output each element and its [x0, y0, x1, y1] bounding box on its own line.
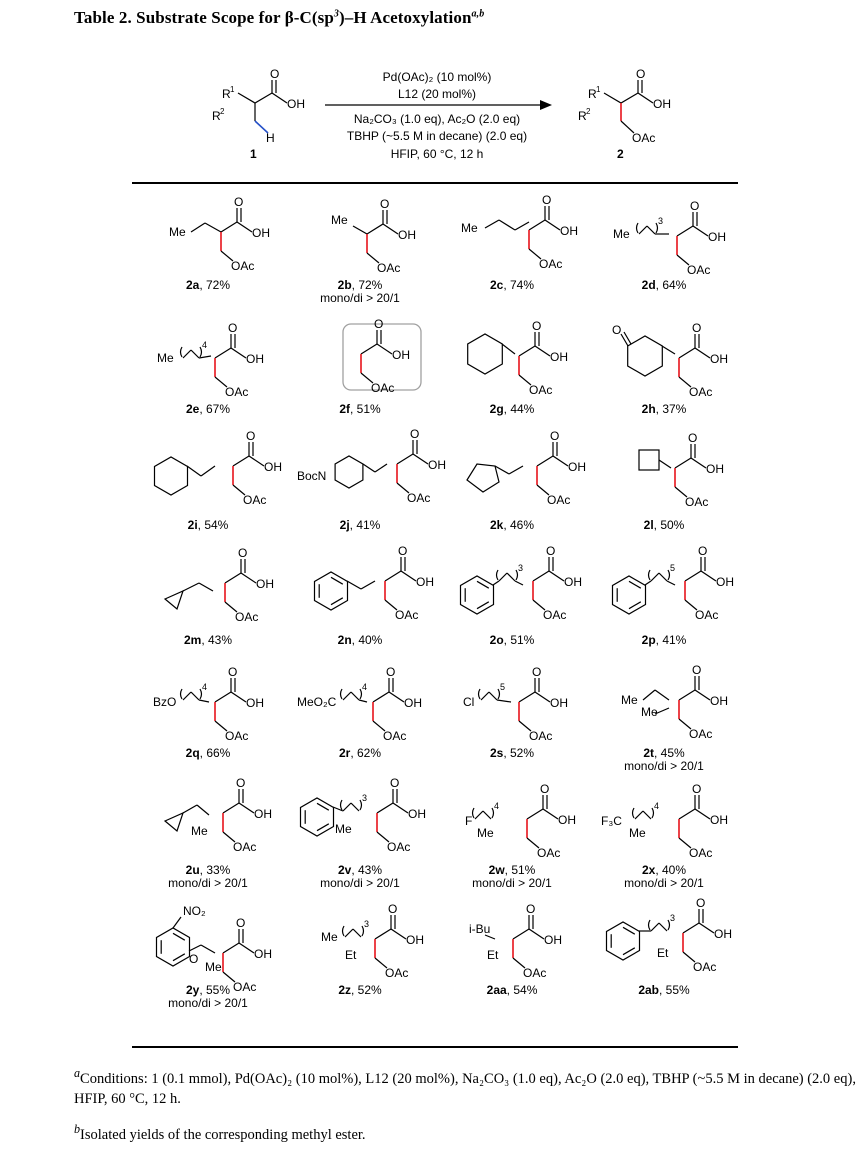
svg-text:Me: Me: [157, 351, 174, 365]
compound-2c: [436, 193, 588, 292]
compound-id: 2p: [641, 633, 656, 647]
svg-text:O: O: [234, 195, 244, 209]
compound-yield: , 51%: [503, 633, 535, 647]
compound-id: 2h: [641, 402, 656, 416]
svg-text:Me: Me: [331, 213, 348, 227]
compound-label: [436, 747, 588, 760]
svg-text:O: O: [410, 427, 420, 441]
arrow-head: [540, 100, 552, 110]
footnote-b-text: Isolated yields of the corresponding methyl ester.: [80, 1126, 366, 1143]
compound-id: 2e: [185, 402, 200, 416]
title-sup: 3: [333, 8, 340, 20]
svg-text:OH: OH: [246, 352, 264, 366]
svg-text:O: O: [246, 429, 256, 443]
compound-label: [588, 984, 740, 997]
svg-text:O: O: [688, 431, 698, 445]
compound-id: 2aa: [486, 983, 507, 997]
svg-text:O: O: [236, 776, 246, 790]
svg-text:O: O: [238, 546, 248, 560]
structure-2b: [295, 196, 425, 278]
structure-2r: [295, 664, 425, 746]
title-footnote-marks: a,b: [471, 8, 485, 20]
compound-label: [284, 747, 436, 760]
selectivity-note: mono/di > 20/1: [168, 996, 248, 1010]
svg-text:3: 3: [362, 793, 368, 803]
compound-label: [132, 519, 284, 532]
svg-text:O: O: [550, 429, 560, 443]
compound-2ab: [588, 896, 740, 997]
compound-2f: [284, 317, 436, 416]
compound-id: 2a: [185, 278, 200, 292]
svg-text:O: O: [546, 544, 556, 558]
svg-text:Me: Me: [621, 693, 638, 707]
compound-yield: , 72%: [199, 278, 231, 292]
svg-text:OH: OH: [706, 462, 724, 476]
compound-2v: [284, 776, 436, 890]
compound-2n: [284, 544, 436, 647]
compound-yield: , 51%: [504, 863, 536, 877]
product-oh: OH: [653, 97, 671, 111]
compound-label: [132, 279, 284, 292]
reactant-number: 1: [250, 147, 257, 161]
svg-text:BocN: BocN: [297, 469, 327, 483]
product-structure: [604, 80, 653, 133]
svg-text:4: 4: [494, 801, 500, 811]
svg-text:O: O: [398, 544, 408, 558]
svg-text:OAc: OAc: [233, 840, 257, 854]
reactant-r2-sup: 2: [220, 107, 225, 116]
svg-text:OH: OH: [560, 224, 578, 238]
product-number: 2: [617, 147, 624, 161]
compound-label: [132, 403, 284, 416]
product-r1: R: [588, 87, 597, 101]
compound-2y: [132, 901, 284, 1010]
structure-2s: [447, 664, 577, 746]
svg-text:OH: OH: [710, 694, 728, 708]
svg-text:OAc: OAc: [225, 729, 249, 743]
svg-text:3: 3: [518, 563, 524, 573]
compound-2q: [132, 664, 284, 760]
condition-solvent: HFIP, 60 °C, 12 h: [390, 147, 484, 161]
compound-label: [284, 984, 436, 997]
compound-2aa: [436, 901, 588, 997]
svg-text:OH: OH: [398, 228, 416, 242]
compound-yield: , 37%: [655, 402, 687, 416]
svg-text:O: O: [692, 321, 702, 335]
svg-text:OH: OH: [714, 927, 732, 941]
condition-catalyst: Pd(OAc)₂ (10 mol%): [382, 70, 492, 84]
compound-label: [132, 634, 284, 647]
product-carbonyl-o: O: [636, 67, 646, 81]
compound-label: [436, 403, 588, 416]
title-text: Table 2. Substrate Scope for β-C(sp: [74, 8, 334, 27]
footnote-a-text: Conditions: 1 (0.1 mmol), Pd(OAc)₂ (10 mol%), L12 (20 mol%), Na₂CO₃ (1.0 eq), Ac₂O (2.0 eq), TBHP (~5.5 M in decane) (2.0 eq), HFIP, 60 °C, 12 h.: [74, 1070, 856, 1107]
selectivity-note: mono/di > 20/1: [320, 876, 400, 890]
svg-text:4: 4: [362, 682, 368, 692]
structure-2w: [447, 781, 577, 863]
svg-text:OAc: OAc: [693, 960, 717, 974]
compound-id: 2w: [488, 863, 505, 877]
svg-text:Me: Me: [321, 930, 338, 944]
compound-id: 2k: [489, 518, 504, 532]
compound-yield: , 33%: [199, 863, 231, 877]
svg-text:OH: OH: [416, 575, 434, 589]
compound-id: 2r: [338, 746, 351, 760]
svg-text:OAc: OAc: [377, 261, 401, 275]
svg-text:O: O: [690, 199, 700, 213]
compound-label: [588, 279, 740, 292]
svg-text:OAc: OAc: [539, 257, 563, 271]
footnote-b: [74, 1119, 860, 1145]
svg-text:Et: Et: [345, 948, 357, 962]
structure-2x: [599, 781, 729, 863]
compound-2x: [588, 781, 740, 890]
structure-2t: [599, 664, 729, 746]
compound-2k: [436, 429, 588, 532]
compound-yield: , 67%: [199, 402, 231, 416]
svg-text:OAc: OAc: [543, 608, 567, 622]
svg-text:4: 4: [202, 340, 208, 350]
compound-id: 2y: [185, 983, 200, 997]
condition-oxidant: TBHP (~5.5 M in decane) (2.0 eq): [346, 129, 528, 143]
svg-text:OAc: OAc: [687, 263, 711, 277]
structure-2c: [447, 193, 578, 278]
compound-yield: , 41%: [655, 633, 687, 647]
compound-2m: [132, 546, 284, 647]
structure-2d: [599, 196, 729, 278]
compound-id: 2d: [641, 278, 656, 292]
svg-text:OAc: OAc: [537, 846, 561, 860]
structure-2aa: [447, 901, 577, 983]
svg-text:Et: Et: [487, 948, 499, 962]
table-bottom-rule: [132, 1046, 738, 1048]
structure-2g: [447, 320, 577, 402]
compound-label: [588, 403, 740, 416]
structure-2f: [295, 317, 425, 402]
svg-text:4: 4: [202, 682, 208, 692]
svg-text:Me: Me: [335, 822, 352, 836]
svg-text:OH: OH: [246, 696, 264, 710]
selectivity-note: mono/di > 20/1: [168, 876, 248, 890]
structure-2l: [599, 431, 729, 518]
reactant-structure: [238, 80, 287, 133]
table-top-rule: [132, 182, 738, 184]
svg-text:OH: OH: [550, 696, 568, 710]
svg-text:O: O: [374, 317, 384, 331]
svg-text:OAc: OAc: [235, 610, 259, 624]
compound-yield: , 50%: [653, 518, 685, 532]
svg-text:5: 5: [500, 682, 506, 692]
compound-yield: , 40%: [351, 633, 383, 647]
svg-text:Me: Me: [613, 227, 630, 241]
compound-id: 2x: [641, 863, 656, 877]
compound-yield: , 55%: [659, 983, 690, 997]
svg-text:OH: OH: [568, 460, 586, 474]
compound-yield: , 43%: [351, 863, 383, 877]
compound-yield: , 40%: [655, 863, 687, 877]
compound-yield: , 55%: [199, 983, 231, 997]
compound-yield: , 44%: [503, 402, 535, 416]
compound-label: [588, 519, 740, 532]
structure-2i: [143, 429, 282, 518]
svg-text:O: O: [380, 197, 390, 211]
svg-text:OAc: OAc: [689, 846, 713, 860]
svg-text:OH: OH: [550, 350, 568, 364]
compound-id: 2v: [337, 863, 352, 877]
product-oac: OAc: [632, 131, 656, 145]
compound-id: 2o: [489, 633, 504, 647]
svg-text:F₃C: F₃C: [601, 814, 622, 828]
svg-text:OAc: OAc: [225, 385, 249, 399]
svg-text:OH: OH: [544, 933, 562, 947]
structure-2n: [295, 544, 434, 633]
svg-text:F: F: [465, 814, 473, 828]
compound-2z: [284, 901, 436, 997]
svg-text:Me: Me: [477, 826, 494, 840]
svg-text:MeO₂C: MeO₂C: [297, 695, 337, 709]
svg-text:OH: OH: [264, 460, 282, 474]
svg-text:OH: OH: [404, 696, 422, 710]
reactant-r2: R: [212, 109, 221, 123]
compound-yield: , 64%: [655, 278, 687, 292]
svg-text:O: O: [228, 321, 238, 335]
svg-text:NO₂: NO₂: [183, 904, 206, 918]
svg-text:OAc: OAc: [685, 495, 709, 509]
svg-text:OAc: OAc: [231, 259, 255, 273]
structure-2a: [143, 196, 273, 278]
compound-label: [284, 519, 436, 532]
compound-yield: , 52%: [351, 983, 382, 997]
selectivity-note: mono/di > 20/1: [624, 876, 704, 890]
svg-text:OH: OH: [710, 813, 728, 827]
svg-text:OAc: OAc: [371, 381, 395, 395]
svg-text:O: O: [692, 663, 702, 677]
svg-text:5: 5: [670, 563, 676, 573]
structure-2h: [599, 320, 729, 402]
compound-2u: [132, 776, 284, 890]
svg-text:OAc: OAc: [407, 491, 431, 505]
svg-text:OH: OH: [406, 933, 424, 947]
compound-label: [436, 279, 588, 292]
svg-text:OAc: OAc: [395, 608, 419, 622]
selectivity-note: mono/di > 20/1: [320, 291, 400, 305]
svg-text:4: 4: [654, 801, 660, 811]
compound-2l: [588, 431, 740, 532]
svg-text:OH: OH: [710, 352, 728, 366]
compound-2w: [436, 781, 588, 890]
compound-yield: , 43%: [201, 633, 233, 647]
svg-text:OH: OH: [254, 807, 272, 821]
svg-text:O: O: [390, 776, 400, 790]
compound-id: 2q: [185, 746, 200, 760]
svg-text:O: O: [698, 544, 708, 558]
svg-text:OAc: OAc: [383, 729, 407, 743]
svg-text:OAc: OAc: [387, 840, 411, 854]
compound-2d: [588, 196, 740, 292]
compound-yield: , 54%: [506, 983, 538, 997]
svg-text:OAc: OAc: [529, 729, 553, 743]
compound-label: [132, 747, 284, 760]
compound-2j: [284, 427, 446, 532]
compound-2h: [588, 320, 740, 416]
svg-text:Me: Me: [641, 705, 658, 719]
svg-text:Me: Me: [169, 225, 186, 239]
compound-yield: , 41%: [349, 518, 381, 532]
svg-text:OH: OH: [428, 458, 446, 472]
footnote-a-mark: a: [74, 1066, 81, 1080]
reactant-carbonyl-o: O: [270, 67, 280, 81]
compound-id: 2f: [339, 402, 350, 416]
compound-label: [284, 634, 436, 647]
svg-text:OAc: OAc: [243, 493, 267, 507]
svg-text:O: O: [540, 782, 550, 796]
structure-2v: [295, 776, 426, 863]
svg-text:O: O: [228, 665, 238, 679]
svg-text:OH: OH: [254, 947, 272, 961]
compound-yield: , 66%: [199, 746, 231, 760]
svg-text:Cl: Cl: [463, 695, 475, 709]
compound-id: 2g: [489, 402, 504, 416]
svg-text:OAc: OAc: [689, 385, 713, 399]
condition-base: Na₂CO₃ (1.0 eq), Ac₂O (2.0 eq): [353, 112, 521, 126]
compound-id: 2z: [338, 983, 351, 997]
svg-text:OAc: OAc: [695, 608, 719, 622]
compound-2a: [132, 196, 284, 292]
compound-id: 2j: [339, 518, 350, 532]
compound-id: 2i: [187, 518, 198, 532]
svg-text:OH: OH: [256, 577, 274, 591]
compound-label: [436, 519, 588, 532]
compound-id: 2c: [489, 278, 504, 292]
reactant-r1: R: [222, 87, 231, 101]
svg-text:O: O: [386, 665, 396, 679]
svg-text:O: O: [612, 323, 622, 337]
structure-2e: [143, 320, 273, 402]
svg-text:OH: OH: [408, 807, 426, 821]
compound-label: [436, 984, 588, 997]
structure-2ab: [599, 896, 732, 983]
svg-text:OAc: OAc: [233, 980, 257, 994]
title-text-2: )–H Acetoxylation: [339, 8, 472, 27]
compound-label: [588, 634, 740, 647]
svg-text:O: O: [542, 193, 552, 207]
compound-id: 2l: [643, 518, 654, 532]
svg-text:3: 3: [670, 913, 676, 923]
compound-yield: , 54%: [197, 518, 229, 532]
compound-2g: [436, 320, 588, 416]
compound-id: 2m: [183, 633, 202, 647]
footnote-b-mark: b: [74, 1121, 81, 1136]
structure-2q: [143, 664, 273, 746]
svg-text:OH: OH: [252, 226, 270, 240]
svg-text:3: 3: [658, 216, 664, 226]
structure-2k: [447, 429, 586, 518]
selectivity-note: mono/di > 20/1: [624, 759, 704, 773]
svg-text:O: O: [696, 896, 706, 910]
product-r2: R: [578, 109, 587, 123]
compound-id: 2n: [337, 633, 352, 647]
svg-text:Me: Me: [205, 960, 222, 974]
svg-text:3: 3: [364, 919, 370, 929]
structure-2u: [143, 776, 273, 863]
reactant-oh: OH: [287, 97, 305, 111]
footnotes: [74, 1063, 860, 1155]
svg-text:OAc: OAc: [523, 966, 547, 980]
svg-text:O: O: [692, 782, 702, 796]
structure-2m: [143, 546, 274, 633]
compound-2b: [284, 196, 436, 305]
svg-text:OH: OH: [392, 348, 410, 362]
svg-text:OAc: OAc: [689, 727, 713, 741]
svg-text:O: O: [189, 952, 199, 966]
svg-text:Et: Et: [657, 946, 669, 960]
structure-2o: [447, 544, 582, 633]
compound-2r: [284, 664, 436, 760]
svg-text:O: O: [526, 902, 536, 916]
structure-2p: [599, 544, 734, 633]
condition-ligand: L12 (20 mol%): [397, 87, 477, 101]
compound-id: 2s: [489, 746, 504, 760]
compound-2t: [588, 664, 740, 773]
svg-text:OH: OH: [558, 813, 576, 827]
compound-id: 2b: [337, 278, 352, 292]
compound-2o: [436, 544, 588, 647]
svg-text:OH: OH: [564, 575, 582, 589]
svg-text:Me: Me: [461, 221, 478, 235]
compound-2e: [132, 320, 284, 416]
reaction-scheme: [0, 0, 860, 190]
compound-id: 2ab: [638, 983, 659, 997]
product-r2-sup: 2: [586, 107, 591, 116]
compound-yield: , 72%: [351, 278, 383, 292]
compound-label: [436, 634, 588, 647]
product-r1-sup: 1: [596, 85, 601, 94]
compound-yield: , 74%: [503, 278, 535, 292]
compound-yield: , 46%: [503, 518, 535, 532]
svg-text:Me: Me: [629, 826, 646, 840]
compound-id: 2u: [185, 863, 200, 877]
svg-text:OAc: OAc: [385, 966, 409, 980]
compound-2i: [132, 429, 284, 532]
compound-yield: , 51%: [349, 402, 381, 416]
selectivity-note: mono/di > 20/1: [472, 876, 552, 890]
svg-text:O: O: [388, 902, 398, 916]
structure-2j: [295, 427, 446, 518]
svg-text:OH: OH: [708, 230, 726, 244]
compound-2p: [588, 544, 740, 647]
footnote-a: [74, 1063, 860, 1109]
reactant-h: H: [266, 131, 275, 145]
svg-text:OAc: OAc: [547, 493, 571, 507]
svg-text:O: O: [532, 319, 542, 333]
svg-text:OAc: OAc: [529, 383, 553, 397]
compound-yield: , 52%: [503, 746, 535, 760]
compound-id: 2t: [643, 746, 654, 760]
compound-label: [284, 403, 436, 416]
structure-2z: [295, 901, 425, 983]
svg-text:O: O: [532, 665, 542, 679]
svg-text:O: O: [236, 916, 246, 930]
reactant-r1-sup: 1: [230, 85, 235, 94]
compound-2s: [436, 664, 588, 760]
svg-text:i-Bu: i-Bu: [469, 922, 491, 936]
compound-yield: , 45%: [653, 746, 685, 760]
compound-yield: , 62%: [350, 746, 382, 760]
svg-text:BzO: BzO: [153, 695, 177, 709]
svg-text:Me: Me: [191, 824, 208, 838]
svg-text:OH: OH: [716, 575, 734, 589]
